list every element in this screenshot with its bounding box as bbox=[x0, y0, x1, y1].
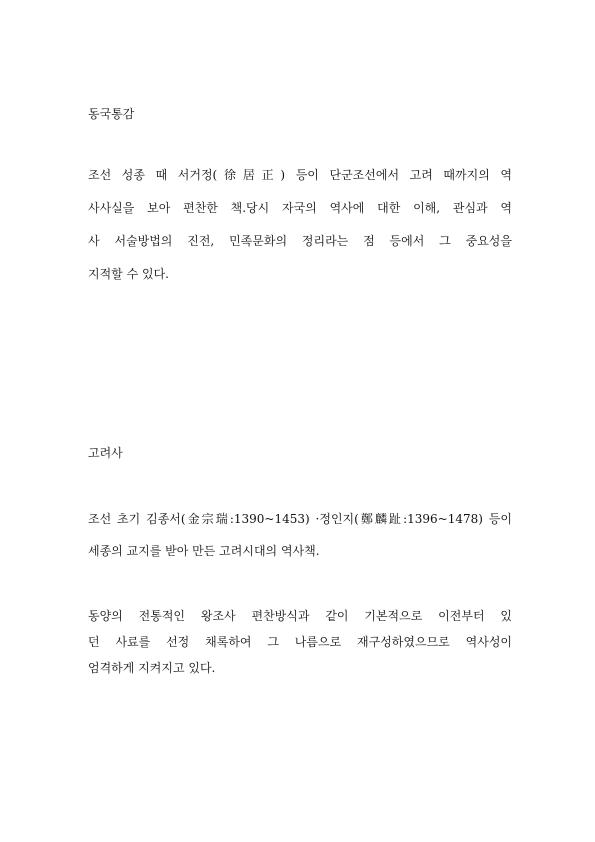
text-line: 엄격하게 지켜지고 있다. bbox=[88, 661, 216, 675]
goryeosa-paragraph-2 bbox=[88, 608, 512, 686]
text-line: 동양의 전통적인 왕조사 편찬방식과 같이 기본적으로 이전부터 있 bbox=[88, 609, 512, 623]
text-line: 사사실을 보아 편찬한 책.당시 자국의 역사에 대한 이해, 관심과 역 bbox=[88, 201, 512, 215]
text-line: 사 서술방법의 진전, 민족문화의 정리라는 점 등에서 그 중요성을 bbox=[88, 234, 512, 248]
text-line: 던 사료를 선정 채록하여 그 나름으로 재구성하였으므로 역사성이 bbox=[88, 635, 513, 649]
text-line: 지적할 수 있다. bbox=[88, 267, 169, 281]
goryeosa-paragraph-1 bbox=[88, 511, 512, 575]
text-line: 조선 초기 김종서(金宗瑞:1390~1453) ·정인지(鄭麟趾:1396~1478) 등이 bbox=[88, 512, 512, 526]
text-line: 세종의 교지를 받아 만든 고려시대의 역사책. bbox=[88, 544, 320, 558]
text-line: 조선 성종 때 서거정(徐居正) 등이 단군조선에서 고려 때까지의 역 bbox=[88, 168, 512, 182]
section-title-goryeosa: 고려사 bbox=[88, 446, 123, 460]
dongguk-tonggam-paragraph bbox=[88, 167, 512, 299]
section-title-dongguk-tonggam: 동국통감 bbox=[88, 107, 135, 121]
